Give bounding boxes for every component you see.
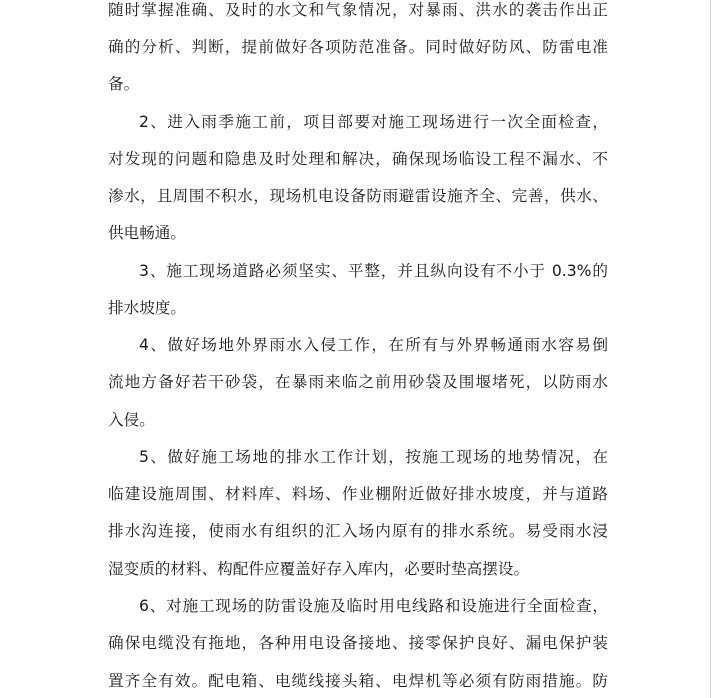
text-line: 确保电缆没有拖地，各种用电设备接地、接零保护良好、漏电保护装: [108, 634, 608, 652]
text-line: 5、做好施工场地的排水工作计划，按施工现场的地势情况，在: [139, 448, 608, 466]
text-line: 供电畅通。: [108, 224, 186, 242]
text-line: 临建设施周围、材料库、料场、作业棚附近做好排水坡度，并与道路: [108, 485, 608, 503]
text-line: 流地方备好若干砂袋，在暴雨来临之前用砂袋及围堰堵死，以防雨水: [108, 373, 608, 391]
text-line: 4、做好场地外界雨水入侵工作，在所有与外界畅通雨水容易倒: [139, 336, 608, 354]
text-line: 渗水，且周围不积水，现场机电设备防雨避雷设施齐全、完善，供水、: [108, 187, 608, 205]
page-edge-divider: [710, 0, 711, 698]
text-line: 置齐全有效。配电箱、电缆线接头箱、电焊机等必须有防雨措施。防: [108, 672, 608, 690]
text-line: 对发现的问题和隐患及时处理和解决，确保现场临设工程不漏水、不: [108, 150, 608, 168]
text-line: 备。: [108, 75, 140, 93]
text-line: 确的分析、判断，提前做好各项防范准备。同时做好防风、防雷电准: [108, 38, 608, 56]
text-line: 2、进入雨季施工前，项目部要对施工现场进行一次全面检查，: [139, 113, 608, 131]
text-line: 入侵。: [108, 411, 155, 429]
text-line: 湿变质的材料、构配件应覆盖好存入库内，必要时垫高摆设。: [108, 560, 530, 578]
text-line: 排水沟连接，使雨水有组织的汇入场内原有的排水系统。易受雨水浸: [108, 522, 608, 540]
text-line: 3、施工现场道路必须坚实、平整，并且纵向设有不小于 0.3%的: [139, 262, 608, 280]
text-line: 排水坡度。: [108, 299, 186, 317]
text-line: 6、对施工现场的防雷设施及临时用电线路和设施进行全面检查，: [139, 597, 608, 615]
text-line: 随时掌握准确、及时的水文和气象情况，对暴雨、洪水的袭击作出正: [108, 1, 608, 19]
